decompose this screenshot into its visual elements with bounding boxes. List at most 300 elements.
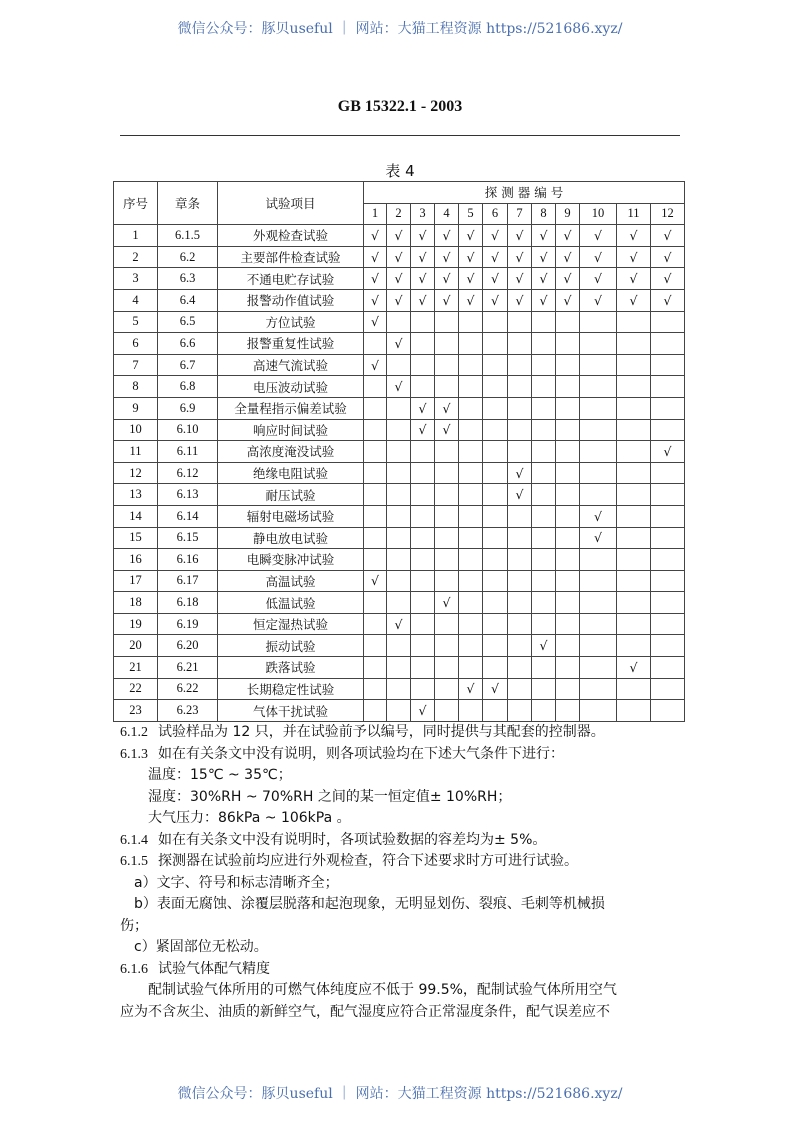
check-cell-detector-8 [532,354,556,376]
check-cell-detector-3 [411,657,435,679]
row-clause: 6.5 [158,311,218,333]
check-cell-detector-9 [556,549,580,571]
check-cell-detector-1 [364,246,387,268]
check-cell-detector-7 [508,333,532,355]
check-cell-detector-11 [617,311,651,333]
body-line [120,722,690,744]
check-cell-detector-7 [508,289,532,311]
check-cell-detector-4 [435,333,459,355]
header-detector-10: 10 [580,203,617,225]
row-item: 恒定湿热试验 [218,613,364,635]
check-cell-detector-11 [617,419,651,441]
check-mark-icon: √ [394,335,403,351]
check-cell-detector-10 [580,354,617,376]
header-detector-9: 9 [556,203,580,225]
check-cell-detector-2 [387,635,411,657]
check-cell-detector-8 [532,700,556,722]
check-cell-detector-7 [508,700,532,722]
body-line [120,894,690,916]
check-cell-detector-11 [617,484,651,506]
check-cell-detector-7 [508,505,532,527]
check-mark-icon: √ [663,292,672,308]
check-cell-detector-5 [459,635,483,657]
check-mark-icon: √ [394,292,403,308]
check-cell-detector-11 [617,462,651,484]
check-cell-detector-2 [387,592,411,614]
check-cell-detector-1 [364,570,387,592]
check-cell-detector-8 [532,311,556,333]
row-item: 电瞬变脉冲试验 [218,549,364,571]
table-row [114,613,685,635]
row-clause: 6.13 [158,484,218,506]
check-mark-icon: √ [442,292,451,308]
table-row [114,397,685,419]
body-line [120,937,690,959]
check-cell-detector-2 [387,268,411,290]
row-clause: 6.10 [158,419,218,441]
check-cell-detector-11 [617,268,651,290]
check-cell-detector-8 [532,657,556,679]
check-mark-icon: √ [563,271,572,287]
check-mark-icon: √ [442,400,451,416]
check-cell-detector-12 [651,700,685,722]
row-seq: 16 [114,549,158,571]
check-cell-detector-3 [411,678,435,700]
table-row [114,505,685,527]
header-detector-6: 6 [483,203,508,225]
check-cell-detector-3 [411,549,435,571]
row-clause: 6.15 [158,527,218,549]
check-mark-icon: √ [491,227,499,243]
line-text: 应为不含灰尘、油质的新鲜空气，配气湿度应符合正常湿度条件，配气误差应不 [120,1003,610,1020]
check-mark-icon: √ [466,227,475,243]
check-cell-detector-1 [364,289,387,311]
check-cell-detector-8 [532,246,556,268]
check-cell-detector-12 [651,246,685,268]
table-row [114,657,685,679]
check-cell-detector-9 [556,505,580,527]
check-cell-detector-12 [651,311,685,333]
check-cell-detector-3 [411,225,435,247]
check-mark-icon: √ [418,249,427,265]
check-cell-detector-4 [435,311,459,333]
check-cell-detector-7 [508,225,532,247]
check-mark-icon: √ [539,638,548,654]
check-cell-detector-8 [532,505,556,527]
line-text: 湿度：30%RH ~ 70%RH 之间的某一恒定值± 10%RH； [148,788,512,805]
check-cell-detector-8 [532,484,556,506]
check-cell-detector-1 [364,700,387,722]
check-mark-icon: √ [418,400,427,416]
check-mark-icon: √ [442,227,451,243]
body-line [120,873,690,895]
check-cell-detector-2 [387,484,411,506]
row-seq: 4 [114,289,158,311]
check-cell-detector-1 [364,549,387,571]
check-cell-detector-10 [580,225,617,247]
check-cell-detector-12 [651,657,685,679]
row-clause: 6.14 [158,505,218,527]
check-cell-detector-9 [556,441,580,463]
table-row [114,225,685,247]
check-cell-detector-9 [556,376,580,398]
check-cell-detector-8 [532,549,556,571]
row-item: 静电放电试验 [218,527,364,549]
check-cell-detector-10 [580,311,617,333]
check-cell-detector-5 [459,657,483,679]
clause-number: 6.1.2 [120,725,148,740]
check-cell-detector-9 [556,397,580,419]
body-line [120,1002,690,1024]
check-cell-detector-9 [556,635,580,657]
check-mark-icon: √ [594,249,602,265]
row-item: 报警重复性试验 [218,333,364,355]
check-cell-detector-4 [435,505,459,527]
check-cell-detector-2 [387,419,411,441]
check-cell-detector-3 [411,700,435,722]
check-cell-detector-7 [508,441,532,463]
check-cell-detector-5 [459,376,483,398]
check-cell-detector-9 [556,311,580,333]
check-cell-detector-2 [387,570,411,592]
table-row [114,527,685,549]
check-mark-icon: √ [371,573,379,589]
row-item: 全量程指示偏差试验 [218,397,364,419]
check-cell-detector-4 [435,289,459,311]
check-cell-detector-12 [651,527,685,549]
check-mark-icon: √ [563,292,572,308]
body-line [120,744,690,766]
check-cell-detector-1 [364,592,387,614]
check-mark-icon: √ [594,508,602,524]
check-cell-detector-2 [387,549,411,571]
row-item: 长期稳定性试验 [218,678,364,700]
check-mark-icon: √ [394,249,403,265]
check-cell-detector-7 [508,657,532,679]
check-cell-detector-6 [483,700,508,722]
check-cell-detector-10 [580,441,617,463]
check-mark-icon: √ [629,227,638,243]
check-cell-detector-4 [435,678,459,700]
check-cell-detector-4 [435,700,459,722]
check-mark-icon: √ [418,422,427,438]
check-cell-detector-3 [411,419,435,441]
body-line [120,851,690,873]
check-cell-detector-2 [387,376,411,398]
check-mark-icon: √ [394,616,403,632]
check-cell-detector-2 [387,462,411,484]
check-cell-detector-5 [459,333,483,355]
check-mark-icon: √ [629,292,638,308]
check-cell-detector-10 [580,570,617,592]
check-cell-detector-5 [459,678,483,700]
body-line [120,808,690,830]
check-mark-icon: √ [563,227,572,243]
check-cell-detector-3 [411,441,435,463]
body-line [120,916,690,938]
check-cell-detector-11 [617,397,651,419]
table-row [114,376,685,398]
check-cell-detector-6 [483,289,508,311]
check-cell-detector-12 [651,484,685,506]
check-cell-detector-10 [580,678,617,700]
check-cell-detector-9 [556,484,580,506]
check-cell-detector-6 [483,354,508,376]
table-row [114,441,685,463]
check-cell-detector-5 [459,484,483,506]
check-cell-detector-11 [617,549,651,571]
check-cell-detector-4 [435,484,459,506]
check-cell-detector-5 [459,549,483,571]
check-cell-detector-5 [459,289,483,311]
check-cell-detector-7 [508,549,532,571]
check-cell-detector-8 [532,635,556,657]
check-cell-detector-10 [580,333,617,355]
check-cell-detector-1 [364,354,387,376]
row-item: 跌落试验 [218,657,364,679]
check-cell-detector-1 [364,311,387,333]
check-cell-detector-5 [459,527,483,549]
body-text [120,722,690,1023]
check-cell-detector-9 [556,527,580,549]
header-detector-7: 7 [508,203,532,225]
check-mark-icon: √ [491,292,499,308]
check-cell-detector-6 [483,570,508,592]
row-seq: 12 [114,462,158,484]
check-cell-detector-5 [459,505,483,527]
check-cell-detector-9 [556,419,580,441]
check-cell-detector-1 [364,225,387,247]
clause-number: 6.1.3 [120,746,148,762]
check-cell-detector-10 [580,462,617,484]
check-cell-detector-3 [411,246,435,268]
check-cell-detector-9 [556,354,580,376]
check-cell-detector-12 [651,505,685,527]
row-clause: 6.11 [158,441,218,463]
check-cell-detector-10 [580,268,617,290]
row-seq: 9 [114,397,158,419]
header-seq: 序号 [114,182,158,225]
check-cell-detector-9 [556,657,580,679]
row-seq: 23 [114,700,158,722]
check-cell-detector-6 [483,268,508,290]
check-cell-detector-7 [508,570,532,592]
row-seq: 10 [114,419,158,441]
row-seq: 6 [114,333,158,355]
body-line [120,959,690,981]
check-mark-icon: √ [515,227,524,243]
check-cell-detector-2 [387,657,411,679]
check-cell-detector-4 [435,397,459,419]
check-cell-detector-1 [364,268,387,290]
check-mark-icon: √ [491,249,499,265]
check-cell-detector-2 [387,289,411,311]
check-cell-detector-2 [387,700,411,722]
check-cell-detector-11 [617,592,651,614]
check-cell-detector-7 [508,462,532,484]
check-cell-detector-1 [364,397,387,419]
check-mark-icon: √ [491,271,499,287]
row-seq: 21 [114,657,158,679]
row-clause: 6.19 [158,613,218,635]
row-item: 报警动作值试验 [218,289,364,311]
check-cell-detector-2 [387,527,411,549]
check-cell-detector-4 [435,657,459,679]
check-mark-icon: √ [594,227,602,243]
check-cell-detector-6 [483,419,508,441]
check-cell-detector-9 [556,268,580,290]
check-cell-detector-3 [411,505,435,527]
line-text: 探测器在试验前均应进行外观检查，符合下述要求时方可进行试验。 [158,853,578,869]
check-cell-detector-9 [556,700,580,722]
check-mark-icon: √ [466,271,475,287]
check-cell-detector-10 [580,700,617,722]
check-cell-detector-11 [617,333,651,355]
row-seq: 18 [114,592,158,614]
check-cell-detector-1 [364,678,387,700]
check-cell-detector-12 [651,678,685,700]
check-cell-detector-7 [508,376,532,398]
check-cell-detector-9 [556,289,580,311]
check-mark-icon: √ [466,249,475,265]
check-cell-detector-11 [617,570,651,592]
check-cell-detector-1 [364,613,387,635]
check-cell-detector-1 [364,441,387,463]
table-row [114,419,685,441]
line-text: 温度：15℃ ~ 35℃； [148,767,292,783]
check-cell-detector-10 [580,549,617,571]
check-cell-detector-11 [617,225,651,247]
check-cell-detector-2 [387,397,411,419]
check-cell-detector-11 [617,246,651,268]
check-mark-icon: √ [515,249,524,265]
check-cell-detector-1 [364,527,387,549]
check-cell-detector-8 [532,225,556,247]
row-clause: 6.3 [158,268,218,290]
check-cell-detector-8 [532,613,556,635]
check-mark-icon: √ [563,249,572,265]
row-seq: 8 [114,376,158,398]
check-cell-detector-7 [508,268,532,290]
check-mark-icon: √ [394,227,403,243]
check-mark-icon: √ [394,379,403,395]
check-cell-detector-6 [483,376,508,398]
check-cell-detector-3 [411,570,435,592]
check-cell-detector-2 [387,354,411,376]
row-seq: 20 [114,635,158,657]
row-seq: 2 [114,246,158,268]
line-text: 大气压力：86kPa ~ 106kPa 。 [148,810,351,826]
header-detector-group: 探 测 器 编 号 [364,182,685,204]
check-mark-icon: √ [418,703,427,719]
table-row [114,570,685,592]
table-title: 表 4 [385,162,415,180]
row-seq: 5 [114,311,158,333]
check-cell-detector-5 [459,354,483,376]
check-cell-detector-7 [508,484,532,506]
check-cell-detector-12 [651,441,685,463]
check-mark-icon: √ [371,227,379,243]
check-mark-icon: √ [515,465,524,481]
row-item: 气体干扰试验 [218,700,364,722]
check-cell-detector-10 [580,657,617,679]
check-cell-detector-6 [483,246,508,268]
check-cell-detector-11 [617,700,651,722]
check-cell-detector-11 [617,354,651,376]
header-detector-8: 8 [532,203,556,225]
check-cell-detector-8 [532,678,556,700]
check-cell-detector-8 [532,592,556,614]
check-cell-detector-11 [617,505,651,527]
row-clause: 6.21 [158,657,218,679]
check-cell-detector-12 [651,397,685,419]
check-cell-detector-9 [556,570,580,592]
check-cell-detector-4 [435,570,459,592]
row-item: 电压波动试验 [218,376,364,398]
row-seq: 7 [114,354,158,376]
check-mark-icon: √ [539,292,548,308]
check-cell-detector-3 [411,527,435,549]
check-cell-detector-7 [508,311,532,333]
watermark-top: 微信公众号：豚贝useful ｜ 网站：大猫工程资源 https://521686.xyz/ [177,21,623,37]
check-mark-icon: √ [371,357,379,373]
check-cell-detector-2 [387,441,411,463]
check-cell-detector-10 [580,376,617,398]
check-cell-detector-5 [459,570,483,592]
check-cell-detector-10 [580,419,617,441]
row-clause: 6.6 [158,333,218,355]
check-cell-detector-12 [651,549,685,571]
line-text: b）表面无腐蚀、涂覆层脱落和起泡现象，无明显划伤、裂痕、毛刺等机械损 [134,896,605,912]
check-cell-detector-5 [459,225,483,247]
check-cell-detector-4 [435,635,459,657]
check-mark-icon: √ [663,227,672,243]
check-cell-detector-7 [508,678,532,700]
check-cell-detector-12 [651,613,685,635]
table-row [114,268,685,290]
row-item: 绝缘电阻试验 [218,462,364,484]
clause-number: 6.1.4 [120,832,148,848]
check-cell-detector-7 [508,527,532,549]
check-cell-detector-6 [483,613,508,635]
check-cell-detector-5 [459,268,483,290]
check-mark-icon: √ [442,422,451,438]
check-cell-detector-4 [435,225,459,247]
check-cell-detector-4 [435,419,459,441]
check-cell-detector-5 [459,462,483,484]
check-cell-detector-6 [483,462,508,484]
check-cell-detector-8 [532,268,556,290]
check-cell-detector-2 [387,505,411,527]
check-cell-detector-6 [483,505,508,527]
check-cell-detector-8 [532,376,556,398]
row-seq: 3 [114,268,158,290]
row-clause: 6.1.5 [158,225,218,247]
check-cell-detector-5 [459,441,483,463]
check-cell-detector-8 [532,397,556,419]
table-row [114,462,685,484]
check-cell-detector-6 [483,333,508,355]
check-cell-detector-11 [617,289,651,311]
check-cell-detector-1 [364,505,387,527]
check-mark-icon: √ [515,271,524,287]
check-cell-detector-12 [651,268,685,290]
body-line [120,765,690,787]
check-cell-detector-10 [580,527,617,549]
check-mark-icon: √ [371,292,379,308]
row-seq: 19 [114,613,158,635]
line-text: 如在有关条文中没有说明时，各项试验数据的容差均为± 5%。 [158,831,547,848]
